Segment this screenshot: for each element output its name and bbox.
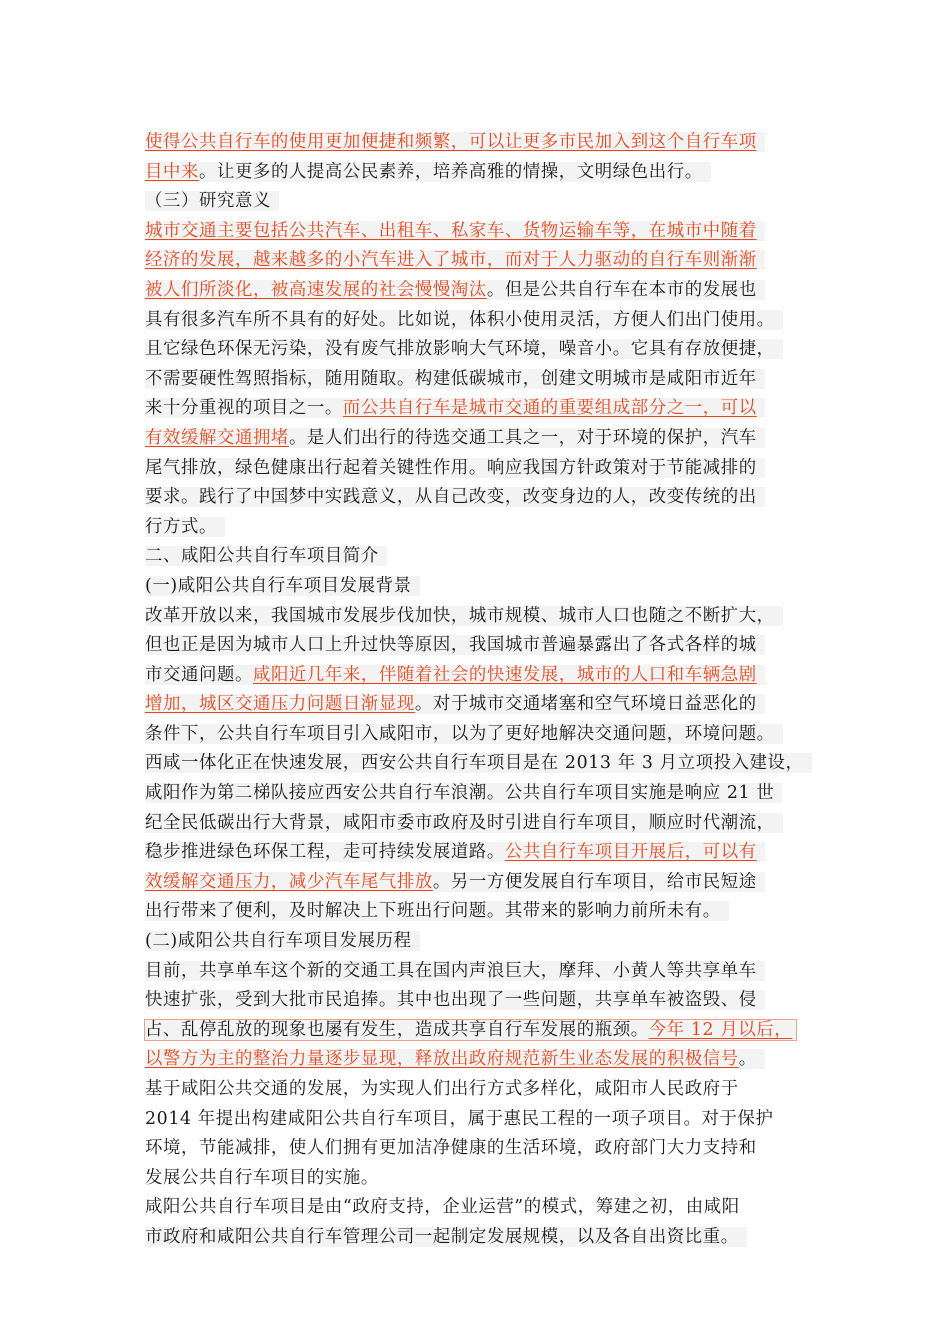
body-text: 条件下，公共自行车项目引入咸阳市，以为了更好地解决交通问题，环境问题。 (145, 723, 775, 744)
text-line (145, 187, 825, 217)
body-text: 。另一方便发展自行车项目，给市民短途 (432, 871, 757, 892)
text-line-content (145, 458, 765, 478)
body-text: 来十分重视的项目之一。 (145, 398, 343, 419)
document-body (145, 128, 825, 1253)
text-line (145, 246, 825, 276)
text-line-content (145, 369, 765, 389)
text-line (145, 513, 825, 543)
text-line (145, 1134, 825, 1164)
text-line (145, 690, 825, 720)
text-line-content (145, 694, 765, 714)
text-line-content (145, 813, 783, 833)
body-text: 咸阳公共自行车项目是由“政府支持，企业运营”的模式，筹建之初，由咸阳 (145, 1197, 740, 1218)
text-line-content (145, 517, 225, 537)
text-line (145, 1075, 825, 1105)
text-line (145, 158, 825, 188)
text-line (145, 1193, 825, 1223)
body-text: 改革开放以来，我国城市发展步伐加快，城市规模、城市人口也随之不断扩大， (145, 605, 775, 626)
text-line-content (145, 1138, 757, 1158)
body-text: (一)咸阳公共自行车项目发展背景 (145, 575, 412, 596)
text-line (145, 454, 825, 484)
text-line (145, 868, 825, 898)
text-line-content (145, 546, 387, 566)
body-text: 快速扩张，受到大批市民追捧。其中也出现了一些问题，共享单车被盗毁、侵 (145, 990, 757, 1011)
body-text: 尾气排放，绿色健康出行起着关键性作用。响应我国方针政策对于节能减排的 (145, 457, 757, 478)
text-line-content (145, 487, 765, 507)
text-line (145, 217, 825, 247)
body-text: (二)咸阳公共自行车项目发展历程 (145, 931, 412, 952)
highlighted-text: 被人们所淡化，被高速发展的社会慢慢淘汰 (145, 279, 487, 300)
text-line-content (145, 280, 765, 300)
body-text: 基于咸阳公共交通的发展，为实现人们出行方式多样化，咸阳市人民政府于 (145, 1079, 739, 1099)
body-text: 。 (738, 1049, 757, 1070)
text-line-content (145, 990, 765, 1010)
text-line (145, 335, 825, 365)
highlighted-text: 而公共自行车是城市交通的重要组成部分之一，可以 (342, 398, 757, 419)
text-line (145, 1164, 825, 1194)
body-text: 出行带来了便利，及时解决上下班出行问题。其带来的影响力前所未有。 (145, 901, 721, 922)
text-line (145, 394, 825, 424)
text-line (145, 306, 825, 336)
text-line-content (145, 606, 783, 626)
body-text: 。是人们出行的待选交通工具之一，对于环境的保护，汽车 (288, 427, 757, 448)
text-line (145, 927, 825, 957)
body-text: 目前，共享单车这个新的交通工具在国内声浪巨大，摩拜、小黄人等共享单车 (145, 960, 757, 981)
highlighted-text: 使得公共自行车的使用更加便捷和频繁，可以让更多市民加入到这个自行车项 (145, 132, 757, 152)
text-line-content (145, 842, 765, 862)
text-line-content (145, 250, 765, 270)
text-line (145, 1045, 825, 1075)
body-text: 占、乱停乱放的现象也屡有发生，造成共享自行车发展的瓶颈。 (145, 1019, 649, 1040)
text-line-content (145, 1079, 739, 1099)
highlighted-text: 有效缓解交通拥堵 (145, 427, 289, 448)
body-text: 具有很多汽车所不具有的好处。比如说，体积小使用灵活，方便人们出门使用。 (145, 309, 775, 330)
body-text: （三）研究意义 (145, 191, 271, 212)
text-line-content (145, 783, 782, 803)
highlighted-text: 公共自行车项目开展后，可以有 (504, 842, 757, 863)
text-line (145, 779, 825, 809)
body-text: 2014 年提出构建咸阳公共自行车项目，属于惠民工程的一项子项目。对于保护 (145, 1108, 774, 1129)
text-line (145, 809, 825, 839)
text-line (145, 1105, 825, 1135)
text-line-content (145, 872, 765, 892)
text-line (145, 365, 825, 395)
body-text: 。对于城市交通堵塞和空气环境日益恶化的 (414, 694, 757, 715)
text-line-content (145, 310, 783, 330)
text-line-content (145, 961, 765, 981)
text-line (145, 957, 825, 987)
highlighted-text: 经济的发展，越来越多的小汽车进入了城市，而对于人力驱动的自行车则渐渐 (145, 250, 757, 271)
body-text: 。让更多的人提高公民素养，培养高雅的情操，文明绿色出行。 (198, 161, 703, 182)
body-text: 市交通问题。 (145, 664, 253, 685)
body-text: 市政府和咸阳公共自行车管理公司一起制定发展规模，以及各自出资比重。 (145, 1226, 739, 1247)
body-text: 纪全民低碳出行大背景，咸阳市委市政府及时引进自行车项目，顺应时代潮流， (145, 812, 775, 833)
text-line-content (145, 635, 765, 655)
text-line-content (145, 221, 765, 241)
text-line (145, 897, 825, 927)
body-text: 稳步推进绿色环保工程，走可持续发展道路。 (145, 842, 505, 863)
body-text: 且它绿色环保无污染，没有废气排放影响大气环境，噪音小。它具有存放便捷， (145, 339, 775, 360)
text-line-content (145, 724, 783, 744)
text-line-content (145, 576, 420, 596)
text-line (145, 838, 825, 868)
text-line-content (145, 162, 711, 182)
text-line-content (145, 132, 765, 152)
text-line-content (145, 665, 765, 685)
body-text: 发展公共自行车项目的实施。 (145, 1167, 379, 1188)
highlighted-text: 今年 12 月以后， (648, 1019, 793, 1040)
text-line-content (145, 931, 420, 951)
text-line (145, 483, 825, 513)
text-line (145, 749, 825, 779)
text-line-content (145, 1049, 765, 1069)
body-text: 环境，节能减排，使人们拥有更加洁净健康的生活环境，政府部门大力支持和 (145, 1138, 757, 1159)
body-text: 二、咸阳公共自行车项目简介 (145, 546, 379, 567)
text-line-content (145, 1020, 796, 1040)
highlighted-text: 效缓解交通压力，减少汽车尾气排放 (145, 871, 433, 892)
text-line-content (145, 1227, 747, 1247)
text-line-content (145, 428, 765, 448)
text-line-content (145, 339, 783, 359)
text-line (145, 424, 825, 454)
highlighted-text: 增加，城区交通压力问题日渐显现 (145, 694, 415, 715)
body-text: 要求。践行了中国梦中实践意义，从自己改变，改变身边的人，改变传统的出 (145, 487, 757, 508)
text-line (145, 661, 825, 691)
text-line (145, 720, 825, 750)
text-line-content (145, 191, 279, 211)
body-text: 行方式。 (145, 516, 217, 537)
text-line (145, 572, 825, 602)
body-text: 不需要硬性驾照指标，随用随取。构建低碳城市，创建文明城市是咸阳市近年 (145, 368, 757, 389)
text-line-content (145, 1197, 740, 1217)
highlighted-text: 咸阳近几年来，伴随着社会的快速发展，城市的人口和车辆急剧 (252, 664, 757, 685)
highlighted-text: 目中来 (145, 161, 199, 182)
text-line (145, 631, 825, 661)
text-line (145, 276, 825, 306)
text-line-content (145, 753, 812, 773)
body-text: 西咸一体化正在快速发展，西安公共自行车项目是在 2013 年 3 月立项投入建设， (145, 753, 804, 774)
text-line (145, 986, 825, 1016)
text-line (145, 602, 825, 632)
body-text: 咸阳作为第二梯队接应西安公共自行车浪潮。公共自行车项目实施是响应 21 世 (145, 783, 775, 804)
body-text: 但也正是因为城市人口上升过快等原因，我国城市普遍暴露出了各式各样的城 (145, 635, 757, 656)
text-line (145, 542, 825, 572)
text-line (145, 1016, 825, 1046)
text-line-content (145, 901, 729, 921)
body-text: 。但是公共自行车在本市的发展也 (486, 279, 757, 300)
highlighted-text: 城市交通主要包括公共汽车、出租车、私家车、货物运输车等，在城市中随着 (145, 220, 757, 241)
text-line (145, 1223, 825, 1253)
text-line (145, 128, 825, 158)
text-line-content (145, 1168, 379, 1188)
text-line-content (145, 398, 765, 418)
highlighted-text: 以警方为主的整治力量逐步显现，释放出政府规范新生业态发展的积极信号 (145, 1049, 739, 1070)
text-line-content (145, 1109, 774, 1129)
